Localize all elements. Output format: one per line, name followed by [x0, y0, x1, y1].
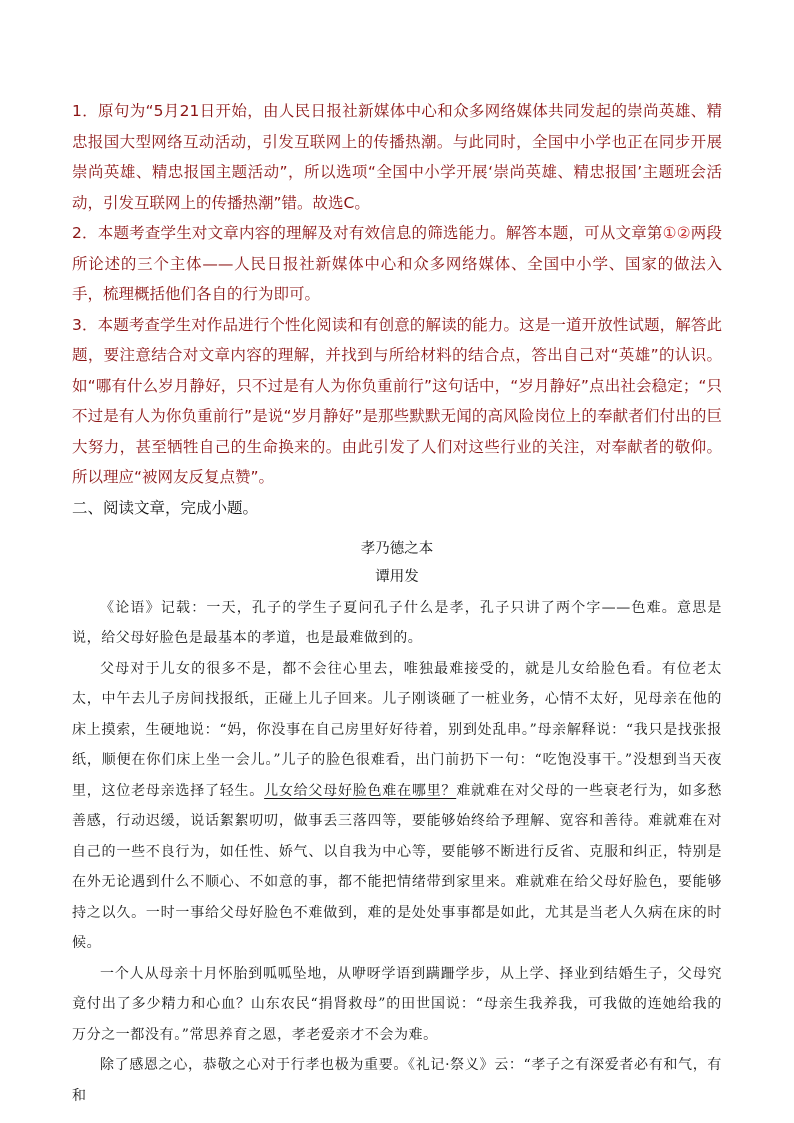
answer-2-circled-numbers: ①②	[662, 224, 691, 242]
answer-2-text-before: 本题考查学生对文章内容的理解及对有效信息的筛选能力。解答本题，可从文章第	[97, 224, 663, 242]
document-page	[72, 96, 722, 1111]
article-author: 谭用发	[375, 568, 419, 585]
article-paragraph-1: 《论语》记载：一天，孔子的学生子夏问孔子什么是孝，孔子只讲了两个字——色难。意思是说，给父母好脸色是最基本的孝道，也是最难做到的。	[72, 599, 722, 646]
answer-2	[72, 218, 722, 310]
underlined-question: 儿女给父母好脸色难在哪里？	[264, 782, 457, 799]
answer-3-text: 本题考查学生对作品进行个性化阅读和有创意的解读的能力。这是一道开放性试题，解答此题，要注意结合对文章内容的理解，并找到与所给材料的结合点，答出自己对“英雄”的认识。如“哪有什么岁月静好，只不过是有人为你负重前行”这句话中，“岁月静好”点出社会稳定；“只不过是有人为你负重前行”是说“岁月静好”是那些默默无闻的高风险岗位上的奉献者们付出的巨大努力，甚至牺牲自己的生命换来的。由此引发了人们对这些行业的关注，对奉献者的敬仰。所以理应“被网友反复点赞”。	[72, 315, 722, 486]
article-paragraph-4: 除了感恩之心，恭敬之心对于行孝也极为重要。《礼记·祭义》云：“孝子之有深爱者必有和气，有和	[72, 1057, 722, 1104]
article-paragraph-2	[72, 654, 722, 959]
paragraph-2-text-after: 难就难在对父母的一些衰老行为，如多愁善感，行动迟缓，说话絮絮叨叨，做事丢三落四等，要能够始终给予理解、宽容和善待。难就难在对自己的一些不良行为，如任性、娇气、以自我为中心等，要能够不断进行反省、克服和纠正，特别是在外无论遇到什么不顺心、不如意的事，都不能把情绪带到家里来。难就难在给父母好脸色，要能够持之以久。一时一事给父母好脸色不难做到，难的是处处事事都是如此，尤其是当老人久病在床的时候。	[72, 782, 722, 951]
article-paragraph-3: 一个人从母亲十月怀胎到呱呱坠地，从咿呀学语到蹒跚学步，从上学、择业到结婚生子，父母究竟付出了多少精力和心血？山东农民“捐肾救母”的田世国说：“母亲生我养我，可我做的连她给我的万分之一都没有。”常思养育之恩，孝老爱亲才不会为难。	[72, 965, 722, 1043]
answer-1-number: 1．	[72, 102, 99, 120]
answer-1-text: 原句为“5月21日开始，由人民日报社新媒体中心和众多网络媒体共同发起的崇尚英雄、精忠报国大型网络互动活动，引发互联网上的传播热潮。与此同时，全国中小学也正在同步开展崇尚英雄、精忠报国主题活动”，所以选项“全国中小学开展‘崇尚英雄、精忠报国’主题班会活动，引发互联网上的传播热潮”错。故选C。	[72, 102, 722, 212]
article-title: 孝乃德之本	[360, 540, 434, 557]
answer-3	[72, 310, 722, 493]
paragraph-2-text-before: 父母对于儿女的很多不是，都不会往心里去，唯独最难接受的，就是儿女给脸色看。有位老太太，中午去儿子房间找报纸，正碰上儿子回来。儿子刚谈砸了一桩业务，心情不太好，见母亲在他的床上摸索，生硬地说：“妈，你没事在自己房里好好待着，别到处乱串。”母亲解释说：“我只是找张报纸，顺便在你们床上坐一会儿。”儿子的脸色很难看，出门前扔下一句：“吃饱没事干。”没想到当天夜里，这位老母亲选择了轻生。	[72, 660, 722, 799]
answer-2-text-after: 两段所论述的三个主体——人民日报社新媒体中心和众多网络媒体、全国中小学、国家的做法入手，梳理概括他们各自的行为即可。	[72, 224, 722, 303]
answer-3-number: 3．	[72, 315, 98, 334]
section-heading: 二、阅读文章，完成小题。	[72, 498, 259, 517]
answer-1	[72, 96, 722, 218]
answer-2-number: 2．	[72, 224, 98, 242]
